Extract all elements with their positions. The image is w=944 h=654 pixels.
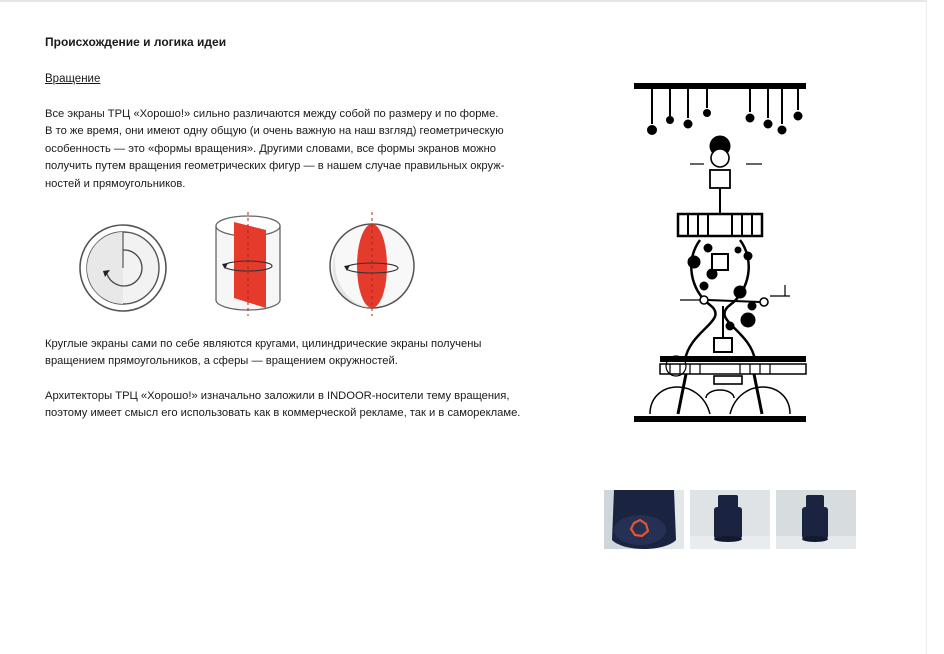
paragraph-line: Архитекторы ТРЦ «Хорошо!» изначально заложили в INDOOR-носители тему вращения,	[45, 390, 510, 402]
paragraph-line: поэтому имеет смысл его использовать как в коммерческой рекламе, так и в саморекламе.	[45, 407, 521, 420]
paragraph-shapes	[45, 336, 481, 371]
top-divider	[0, 0, 926, 2]
photo-cylinder-1	[690, 490, 770, 549]
sphere-rotation-figure	[326, 212, 418, 316]
circle-rotation-figure	[78, 222, 168, 314]
paragraph-line: Все экраны ТРЦ «Хорошо!» сильно различаются между собой по размеру и по форме.	[45, 108, 499, 120]
paragraph-line: В то же время, они имеют одну общую (и очень важную на наш взгляд) геометрическую	[45, 125, 504, 138]
photo-cylinder-2	[776, 490, 856, 549]
paragraph-intro	[45, 106, 504, 193]
rotating-rectangle	[234, 222, 266, 308]
paragraph-line: вращением прямоугольников, а сферы — вращением окружностей.	[45, 355, 398, 368]
paragraph-architects	[45, 388, 520, 423]
paragraph-line: Круглые экраны сами по себе являются кругами, цилиндрические экраны получены	[45, 338, 482, 350]
paragraph-line: получить путем вращения геометрических фигур — в нашем случае правильных окруж-	[45, 160, 505, 173]
paragraph-line: ностей и прямоугольников.	[45, 177, 186, 190]
mall-illustration	[630, 80, 810, 426]
right-divider	[926, 0, 927, 654]
photo-strip	[604, 490, 858, 549]
section-subtitle: Вращение	[45, 73, 101, 85]
photo-closeup	[604, 490, 684, 549]
cylinder-rotation-figure	[210, 212, 286, 316]
page-title: Происхождение и логика идеи	[45, 35, 227, 49]
paragraph-line: особенность — это «формы вращения». Другими словами, все формы экранов можно	[45, 142, 497, 155]
